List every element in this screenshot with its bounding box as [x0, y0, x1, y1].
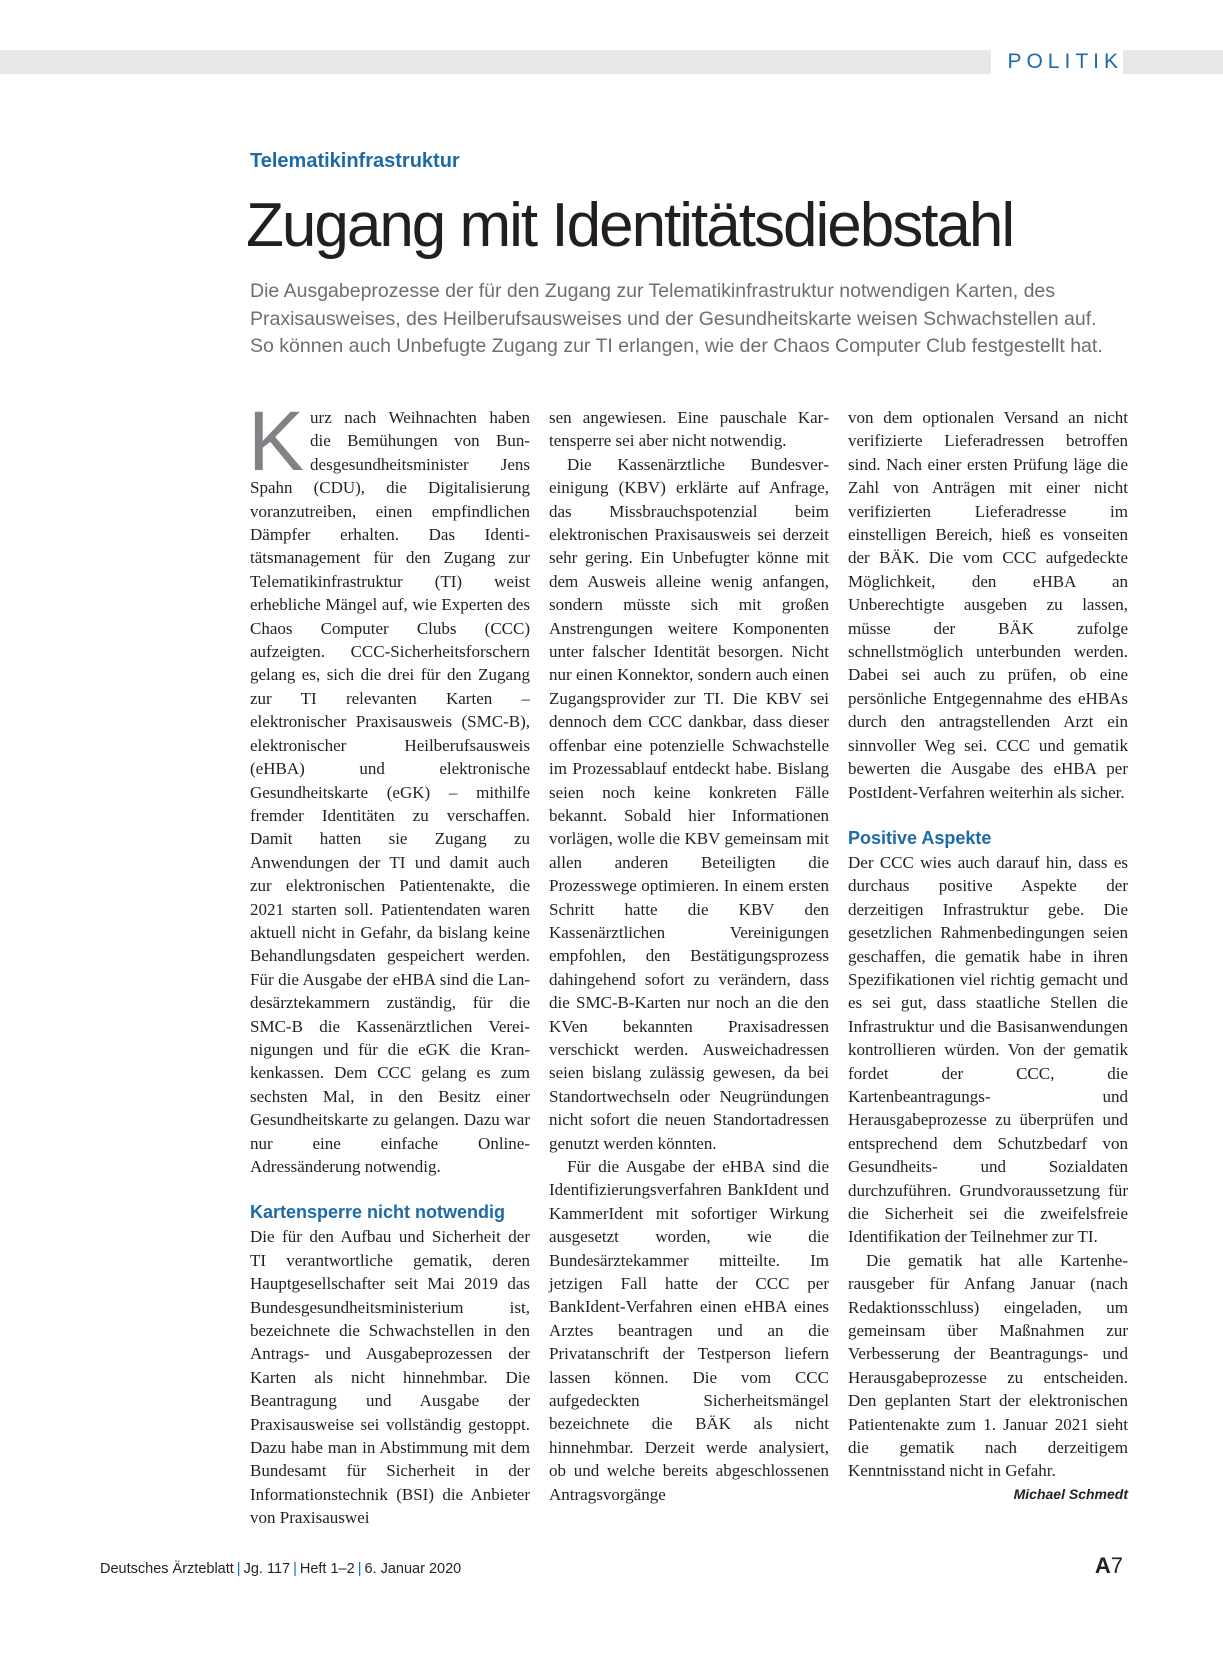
paragraph-text: urz nach Weihnachten haben die Bemühungen von Bundesgesundheitsminister Jens Spahn (CDU), die Digitalisierung voranzutreiben, einen empfindlichen Dämpfer erhalten. Das Identitätsmanagement für den Zugang zur Telematikinfrastruktur (TI) weist erhebliche Mängel auf, wie Experten des Chaos Computer Clubs (CCC) aufzeigten. CCC-Sicherheitsforschern gelang es, sich die drei für den Zugang zur TI relevanten Karten – elektronischer Praxisausweis (SMC-B), elektronischer Heilberufsausweis (eHBA) und elektronische Gesundheitskarte (eGK) – mithilfe fremder Identitäten zu verschaffen. Damit hatten sie Zugang zu Anwendungen der TI und damit auch zur elektronischen Patientenakte, die 2021 starten soll. Patientendaten waren aktuell nicht in Gefahr, da bislang keine Behandlungsdaten gespeichert werden. Für die Ausgabe der eHBA sind die Landesärztekammern zuständig, für die SMC-B die Kassenärztlichen Vereinigungen und für die eGK die Krankenkassen. Dem CCC gelang es zum sechsten Mal, in den Besitz einer Gesundheitskarte zu gelangen. Dazu war nur eine einfache Online-Adressänderung notwendig. [250, 408, 530, 1176]
body-paragraph: sen angewiesen. Eine pauschale Kartensperre sei aber nicht notwendig. [549, 408, 829, 451]
article-headline: Zugang mit Identitätsdiebstahl [246, 191, 1014, 260]
journal-volume: Jg. 117 [243, 1561, 291, 1577]
author-byline: Michael Schmedt [1013, 1485, 1128, 1502]
drop-cap: K [248, 394, 305, 488]
teaser-line: Die Ausgabeprozesse der für den Zugang zur Telematikinfrastruktur notwendigen Karten, des [250, 280, 1056, 302]
body-paragraph: Die für den Aufbau und Sicherheit der TI verantwortliche gematik, deren Hauptgesellschafter seit Mai 2019 das Bundesgesundheitsministerium ist, bezeichnete die Schwachstellen in den Antrags- und Ausgabeprozessen der Karten als nicht hinnehmbar. Die Beantragung und Ausgabe der Praxisausweise sei vollständig gestoppt. Dazu habe man in Abstimmung mit dem Bundesamt für Sicherheit in der Informationstechnik (BSI) die Anbieter von Praxisauswei [250, 1227, 530, 1528]
article-kicker: Telematikinfrastruktur [250, 150, 460, 172]
footer-separator: | [236, 1561, 241, 1577]
body-paragraph: Die Kassenärztliche Bundesvereinigung (KBV) erklärte auf Anfrage, das Missbrauchspotenzial beim elektronischen Praxisausweis sei derzeit sehr gering. Ein Unbefugter könne mit dem Ausweis alleine wenig anfangen, sondern müsste sich mit großen Anstrengungen weitere Komponenten unter falscher Identität besorgen. Nicht nur einen Konnektor, sondern auch einen Zugangsprovider zur TI. Die KBV sei dennoch dem CCC dankbar, dass dieser offenbar eine potenzielle Schwachstelle im Prozessablauf entdeckt habe. Bislang seien noch keine konkreten Fälle bekannt. Sobald hier Informationen vorlägen, wolle die KBV gemeinsam mit allen anderen Beteiligten die Prozesswege optimieren. In einem ersten Schritt hatte die KBV den Kassenärztlichen Vereinigungen empfohlen, den Bestätigungsprozess dahingehend sofort zu verändern, dass die SMC-B-Karten nur noch an die den KVen bekannten Praxisadressen verschickt werden. Ausweichadressen seien bislang zulässig gewesen, da bei Standortwechseln oder Neugründungen nicht sofort die neuen Standortadressen genutzt werden könnten. [549, 454, 829, 1153]
article-teaser [250, 278, 1130, 361]
body-paragraph [248, 394, 530, 1178]
section-label: POLITIK [991, 49, 1123, 75]
journal-issue: Heft 1–2 [299, 1561, 355, 1577]
subheading: Kartensperre nicht notwendig [250, 1202, 506, 1223]
body-paragraph: Der CCC wies auch darauf hin, dass es durchaus positive Aspekte der derzeitigen Infrastruktur gebe. Die gesetzlichen Rahmenbedingungen seien geschaffen, die gematik habe in ihren Spezifikationen viel richtig gemacht und es sei gut, dass staatliche Stellen die Infrastruktur und die Basisanwendungen kontrollieren würden. Von der gematik fordet der CCC, die Kartenbeantragungs- und Herausgabeprozesse zu überprüfen und entsprechend dem Schutzbedarf von Gesundheits- und Sozialdaten durchzuführen. Grundvoraussetzung für die Sicherheit sei die zweifelsfreie Identifikation der Teilnehmer zur TI. [848, 852, 1128, 1247]
teaser-line: Praxisausweises, des Heilberufsausweises und der Gesundheitskarte weisen Schwachstellen auf. [250, 307, 1097, 330]
footer-separator: | [357, 1561, 362, 1577]
body-paragraph [848, 1249, 1128, 1502]
body-paragraph: von dem optionalen Versand an nicht verifizierte Lieferadressen betroffen sind. Nach einer ersten Prüfung läge die Zahl von Anträgen mit einer nicht verifizierten Lieferadresse im einstelligen Bereich, hieß es vonseiten der BÄK. Die vom CCC aufgedeckte Möglichkeit, den eHBA an Unberechtigte ausgeben zu lassen, müsse der BÄK zufolge schnellstmöglich unterbunden werden. Dabei sei auch zu prüfen, ob eine persönliche Entgegennahme des eHBAs durch den antragstellenden Arzt ein sinnvoller Weg sei. CCC und gematik bewerten die Ausgabe des eHBA per PostIdent-Verfahren weiterhin als sicher. [848, 408, 1128, 802]
page-number-value: 7 [1110, 1553, 1123, 1578]
article-column-1 [248, 394, 530, 1530]
article-column-3 [848, 406, 1128, 1506]
subheading: Positive Aspekte [848, 827, 992, 848]
journal-name: Deutsches Ärzteblatt [100, 1561, 234, 1577]
paragraph-text: Die gematik hat alle Kartenherausgeber für Anfang Januar (nach Redaktionsschluss) eingeladen, um gemeinsam über Maßnahmen zur Verbesserung der Beantragungs- und Herausgabeprozesse zu entscheiden. Den geplanten Start der elektronischen Patientenakte zum 1. Januar 2021 sieht die gematik nach derzeitigem Kenntnisstand nicht in Gefahr. [848, 1250, 1128, 1481]
page-footer [100, 1561, 461, 1577]
issue-date: 6. Januar 2020 [364, 1561, 462, 1577]
body-paragraph: Für die Ausgabe der eHBA sind die Identifizierungsverfahren BankIdent und KammerIdent mit sofortiger Wirkung ausgesetzt worden, wie die Bundesärztekammer mitteilte. Im jetzigen Fall hatte der CCC per BankIdent-Verfahren einen eHBA eines Arztes beantragen und an die Privatanschrift der Testperson liefern lassen können. Die vom CCC aufgedeckten Sicherheitsmängel bezeichnete die BÄK als nicht hinnehmbar. Derzeit werde analysiert, ob und welche bereits abgeschlossenen Antragsvorgänge [549, 1157, 829, 1504]
article-column-2 [549, 406, 829, 1506]
page-prefix: A [1094, 1553, 1111, 1578]
footer-separator: | [293, 1561, 297, 1577]
teaser-line: So können auch Unbefugte Zugang zur TI erlangen, wie der Chaos Computer Club festgestellt hat. [250, 335, 1103, 357]
page-number [1095, 1553, 1123, 1579]
